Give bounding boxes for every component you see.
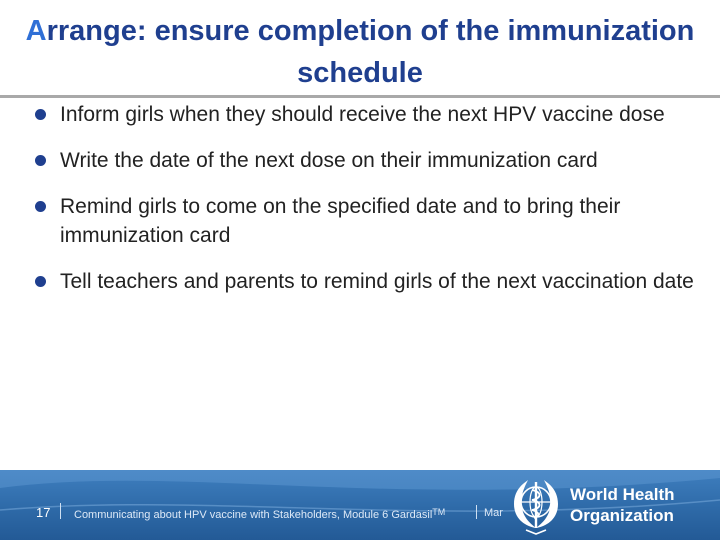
- who-emblem-icon: [506, 474, 566, 536]
- page-number: 17: [36, 505, 51, 520]
- bullet-item: [32, 192, 702, 250]
- bullet-text: Inform girls when they should receive the next HPV vaccine dose: [60, 103, 665, 126]
- bullet-text: Tell teachers and parents to remind girls of the next vaccination date: [60, 270, 694, 293]
- who-name-line2: Organization: [570, 506, 674, 525]
- footer-caption-text: Communicating about HPV vaccine with Stakeholders, Module 6 Gardasil: [74, 509, 433, 521]
- footer-separator: [476, 505, 477, 519]
- footer-date: Mar: [484, 507, 503, 519]
- slide-title: [20, 10, 700, 94]
- bullet-list: [32, 100, 702, 313]
- title-divider: [0, 95, 720, 98]
- bullet-icon: [35, 201, 46, 212]
- bullet-item: [32, 146, 702, 175]
- bullet-text: Write the date of the next dose on their immunization card: [60, 149, 598, 172]
- bullet-icon: [35, 276, 46, 287]
- footer-separator: [60, 503, 61, 519]
- title-rest: rrange: ensure completion of the immunization schedule: [46, 15, 695, 89]
- trademark-mark: TM: [432, 507, 446, 517]
- bullet-icon: [35, 155, 46, 166]
- bullet-icon: [35, 109, 46, 120]
- footer-caption: [74, 507, 445, 521]
- bullet-item: [32, 100, 702, 129]
- title-first-letter: A: [25, 15, 47, 47]
- bullet-item: [32, 267, 702, 296]
- who-name-line1: World Health: [570, 485, 675, 504]
- who-organization-name: [570, 484, 675, 526]
- bullet-text: Remind girls to come on the specified date and to bring their immunization card: [60, 195, 621, 247]
